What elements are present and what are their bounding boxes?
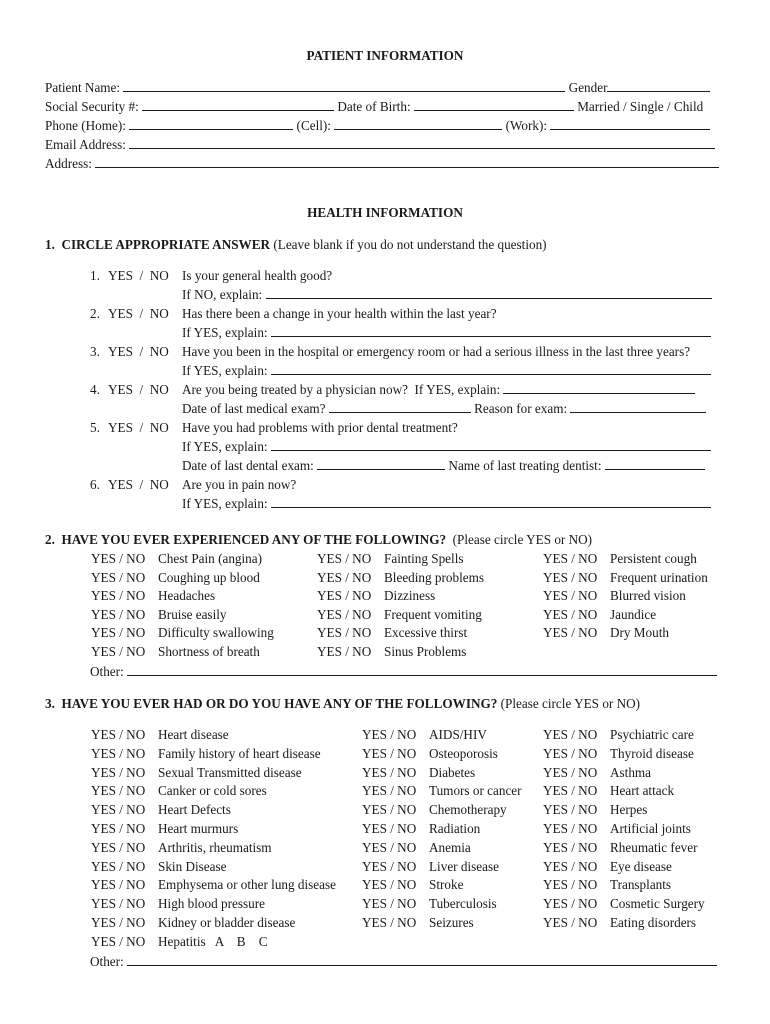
q5-explain-label: If YES, explain: xyxy=(182,439,268,454)
section3-item-yes-no[interactable]: YES / NO xyxy=(91,858,146,874)
section3-item-yes-no[interactable]: YES / NO xyxy=(543,783,598,799)
section3-item-condition-label: Cosmetic Surgery xyxy=(610,896,705,912)
section2-title: 2. HAVE YOU EVER EXPERIENCED ANY OF THE FOLLOWING? xyxy=(45,532,447,547)
q4-yes-no[interactable]: YES / NO xyxy=(108,382,169,397)
ssn-row xyxy=(45,99,703,115)
section2-item-yes-no[interactable]: YES / NO xyxy=(91,644,146,659)
section3-item-yes-no[interactable]: YES / NO xyxy=(362,764,417,780)
q1-explain-row xyxy=(182,287,712,303)
q4-exam-row xyxy=(182,401,706,417)
section2-item-condition-label: Chest Pain (angina) xyxy=(158,551,263,566)
q5-explain-field[interactable] xyxy=(271,439,711,451)
q1-explain-label: If NO, explain: xyxy=(182,287,263,302)
cell-field[interactable] xyxy=(334,118,502,130)
section3-item-condition-label: Arthritis, rheumatism xyxy=(158,839,272,855)
ssn-label: Social Security #: xyxy=(45,99,139,114)
section3-item-yes-no[interactable]: YES / NO xyxy=(362,915,417,930)
section2-item-yes-no[interactable]: YES / NO xyxy=(543,551,598,566)
section2-item-yes-no[interactable]: YES / NO xyxy=(317,625,372,641)
section3-item-condition-label: Psychiatric care xyxy=(610,727,694,742)
section2-item-yes-no[interactable]: YES / NO xyxy=(543,625,598,641)
section3-item-yes-no[interactable]: YES / NO xyxy=(543,896,598,912)
q2-explain-field[interactable] xyxy=(271,325,711,337)
work-label: (Work): xyxy=(505,118,547,133)
q5-dentist-label: Name of last treating dentist: xyxy=(448,458,602,473)
section1-heading xyxy=(45,237,547,253)
section2-item-condition-label: Dry Mouth xyxy=(610,625,669,641)
section3-item-condition-label: Chemotherapy xyxy=(429,802,507,818)
section3-item-yes-no[interactable]: YES / NO xyxy=(91,839,146,855)
section3-item-condition-label: Heart disease xyxy=(158,727,229,742)
q4-number: 4. xyxy=(90,382,100,397)
section2-item-condition-label: Frequent vomiting xyxy=(384,606,482,622)
q5-number: 5. xyxy=(90,420,100,435)
section3-item-condition-label: AIDS/HIV xyxy=(429,727,487,742)
section2-item-yes-no[interactable]: YES / NO xyxy=(91,625,146,641)
section3-heading xyxy=(45,696,640,712)
q2-yes-no[interactable]: YES / NO xyxy=(108,306,169,321)
section3-item-condition-label: Heart Defects xyxy=(158,802,231,818)
email-field[interactable] xyxy=(129,137,715,149)
section2-item-condition-label: Dizziness xyxy=(384,588,436,604)
dob-field[interactable] xyxy=(414,99,574,111)
q1-yes-no[interactable]: YES / NO xyxy=(108,268,169,283)
section3-note: (Please circle YES or NO) xyxy=(497,696,641,711)
cell-label: (Cell): xyxy=(296,118,331,133)
q3-explain-label: If YES, explain: xyxy=(182,363,268,378)
section3-item-condition-label: Stroke xyxy=(429,877,464,893)
section3-item-condition-label: Tuberculosis xyxy=(429,896,497,912)
patient-info-title: PATIENT INFORMATION xyxy=(306,48,464,63)
section3-item-condition-label: Eating disorders xyxy=(610,915,697,930)
phone-home-field[interactable] xyxy=(129,118,293,130)
section2-item-yes-no[interactable]: YES / NO xyxy=(91,606,146,622)
section3-item-condition-label: Hepatitis A B C xyxy=(158,933,268,949)
phone-row xyxy=(45,118,710,134)
section3-item-condition-label: Diabetes xyxy=(429,764,476,780)
section2-item-yes-no[interactable]: YES / NO xyxy=(317,551,372,566)
q4-last-exam-field[interactable] xyxy=(329,401,471,413)
section3-item-condition-label: Herpes xyxy=(610,802,648,818)
q6-explain-label: If YES, explain: xyxy=(182,496,268,511)
section2-item-yes-no[interactable]: YES / NO xyxy=(91,551,146,566)
address-row xyxy=(45,156,719,172)
section2-item-condition-label: Jaundice xyxy=(610,606,657,622)
q4-explain-field[interactable] xyxy=(503,382,695,394)
section3-item-condition-label: High blood pressure xyxy=(158,896,265,912)
section3-item-yes-no[interactable]: YES / NO xyxy=(91,821,146,836)
section3-other-label: Other: xyxy=(90,954,124,969)
q1-explain-field[interactable] xyxy=(266,287,712,299)
marital-status-label[interactable]: Married / Single / Child xyxy=(577,99,704,114)
section2-note: (Please circle YES or NO) xyxy=(446,532,593,547)
section3-item-condition-label: Heart attack xyxy=(610,783,675,799)
q2-explain-row xyxy=(182,325,711,341)
section3-item-condition-label: Seizures xyxy=(429,915,474,930)
work-field[interactable] xyxy=(550,118,710,130)
q3-yes-no[interactable]: YES / NO xyxy=(108,344,169,359)
section3-item-condition-label: Tumors or cancer xyxy=(429,783,522,799)
section3-item-condition-label: Radiation xyxy=(429,821,481,836)
section2-item-condition-label: Coughing up blood xyxy=(158,569,260,585)
email-label: Email Address: xyxy=(45,137,126,152)
patient-name-field[interactable] xyxy=(123,80,565,92)
address-label: Address: xyxy=(45,156,92,171)
section2-item-yes-no[interactable]: YES / NO xyxy=(317,606,372,622)
email-row xyxy=(45,137,715,153)
dob-label: Date of Birth: xyxy=(337,99,411,114)
section2-other-row xyxy=(90,664,717,680)
section3-item-yes-no[interactable]: YES / NO xyxy=(362,839,417,855)
section2-item-yes-no[interactable]: YES / NO xyxy=(543,588,598,604)
section2-item-condition-label: Bleeding problems xyxy=(384,569,484,585)
section3-item-condition-label: Rheumatic fever xyxy=(610,839,698,855)
q5-question: Have you had problems with prior dental treatment? xyxy=(182,420,458,435)
q5-last-dental-field[interactable] xyxy=(317,458,445,470)
section3-item-condition-label: Asthma xyxy=(610,764,652,780)
health-info-title: HEALTH INFORMATION xyxy=(307,205,463,220)
q3-question: Have you been in the hospital or emergency room or had a serious illness in the last three years? xyxy=(182,344,691,359)
section2-item-yes-no[interactable]: YES / NO xyxy=(543,606,598,622)
q3-explain-field[interactable] xyxy=(271,363,711,375)
section3-item-yes-no[interactable]: YES / NO xyxy=(362,896,417,912)
section3-other-field[interactable] xyxy=(127,954,717,966)
gender-label: Gender xyxy=(568,80,608,95)
section3-title: 3. HAVE YOU EVER HAD OR DO YOU HAVE ANY OF THE FOLLOWING? xyxy=(45,696,498,711)
section3-item-yes-no[interactable]: YES / NO xyxy=(91,877,146,893)
q2-number: 2. xyxy=(90,306,100,321)
section2-item-condition-label: Bruise easily xyxy=(158,606,227,622)
section3-item-yes-no[interactable]: YES / NO xyxy=(543,877,598,893)
section3-item-yes-no[interactable]: YES / NO xyxy=(543,839,598,855)
section3-item-yes-no[interactable]: YES / NO xyxy=(91,896,146,912)
section3-item-yes-no[interactable]: YES / NO xyxy=(91,915,146,930)
section2-item-condition-label: Blurred vision xyxy=(610,588,686,604)
section3-item-yes-no[interactable]: YES / NO xyxy=(91,933,146,949)
section2-item-condition-label: Difficulty swallowing xyxy=(158,625,274,641)
section3-item-yes-no[interactable]: YES / NO xyxy=(91,764,146,780)
patient-name-row xyxy=(45,80,710,96)
section3-item-condition-label: Liver disease xyxy=(429,858,499,874)
section3-item-yes-no[interactable]: YES / NO xyxy=(543,858,598,874)
phone-home-label: Phone (Home): xyxy=(45,118,126,133)
section3-other-row xyxy=(90,954,717,970)
section2-item-condition-label: Sinus Problems xyxy=(384,644,467,659)
section3-item-condition-label: Osteoporosis xyxy=(429,745,498,761)
q3-explain-row xyxy=(182,363,711,379)
q6-question: Are you in pain now? xyxy=(182,477,297,492)
address-field[interactable] xyxy=(95,156,719,168)
section2-item-yes-no[interactable]: YES / NO xyxy=(91,569,146,585)
q4-question-row xyxy=(182,382,695,398)
section3-item-condition-label: Heart murmurs xyxy=(158,821,239,836)
q6-number: 6. xyxy=(90,477,100,492)
section3-item-yes-no[interactable]: YES / NO xyxy=(91,802,146,818)
q6-explain-row xyxy=(182,496,711,512)
section3-item-condition-label: Sexual Transmitted disease xyxy=(158,764,302,780)
q4-reason-field[interactable] xyxy=(570,401,706,413)
q5-explain-row xyxy=(182,439,711,455)
section3-item-condition-label: Thyroid disease xyxy=(610,745,694,761)
section3-item-condition-label: Emphysema or other lung disease xyxy=(158,877,336,893)
section3-item-condition-label: Artificial joints xyxy=(610,821,691,836)
section3-item-yes-no[interactable]: YES / NO xyxy=(91,727,146,742)
q5-last-dental-label: Date of last dental exam: xyxy=(182,458,314,473)
section1-note: (Leave blank if you do not understand the question) xyxy=(270,237,547,252)
q1-question: Is your general health good? xyxy=(182,268,333,283)
q3-number: 3. xyxy=(90,344,100,359)
section3-item-condition-label: Canker or cold sores xyxy=(158,783,267,799)
section3-item-yes-no[interactable]: YES / NO xyxy=(362,802,417,818)
section3-item-condition-label: Family history of heart disease xyxy=(158,745,321,761)
section1-title: 1. CIRCLE APPROPRIATE ANSWER xyxy=(45,237,271,252)
q4-last-exam-label: Date of last medical exam? xyxy=(182,401,326,416)
section2-item-condition-label: Persistent cough xyxy=(610,551,697,566)
section3-item-yes-no[interactable]: YES / NO xyxy=(91,745,146,761)
section2-item-condition-label: Fainting Spells xyxy=(384,551,464,566)
section2-item-condition-label: Frequent urination xyxy=(610,569,708,585)
section2-item-condition-label: Headaches xyxy=(158,588,216,604)
section3-item-yes-no[interactable]: YES / NO xyxy=(362,858,417,874)
section3-item-yes-no[interactable]: YES / NO xyxy=(543,727,598,742)
section2-other-field[interactable] xyxy=(127,664,717,676)
section3-item-yes-no[interactable]: YES / NO xyxy=(362,727,417,742)
section3-item-yes-no[interactable]: YES / NO xyxy=(362,783,417,799)
section2-item-yes-no[interactable]: YES / NO xyxy=(543,569,598,585)
section2-other-label: Other: xyxy=(90,664,124,679)
section2-item-condition-label: Shortness of breath xyxy=(158,644,260,659)
q1-number: 1. xyxy=(90,268,100,283)
section3-item-yes-no[interactable]: YES / NO xyxy=(91,783,146,799)
section3-item-yes-no[interactable]: YES / NO xyxy=(543,745,598,761)
section3-item-condition-label: Transplants xyxy=(610,877,672,893)
section3-item-condition-label: Kidney or bladder disease xyxy=(158,915,296,930)
section2-item-condition-label: Excessive thirst xyxy=(384,625,468,641)
section3-item-yes-no[interactable]: YES / NO xyxy=(362,877,417,893)
section3-item-yes-no[interactable]: YES / NO xyxy=(543,915,598,930)
section3-item-yes-no[interactable]: YES / NO xyxy=(543,764,598,780)
q4-reason-label: Reason for exam: xyxy=(474,401,568,416)
section2-item-yes-no[interactable]: YES / NO xyxy=(317,588,372,604)
section3-item-condition-label: Anemia xyxy=(429,839,471,855)
section3-item-yes-no[interactable]: YES / NO xyxy=(543,802,598,818)
q2-question: Has there been a change in your health within the last year? xyxy=(182,306,497,321)
q5-dentist-field[interactable] xyxy=(605,458,705,470)
section2-item-yes-no[interactable]: YES / NO xyxy=(317,644,372,659)
ssn-field[interactable] xyxy=(142,99,334,111)
patient-name-label: Patient Name: xyxy=(45,80,121,95)
section3-item-yes-no[interactable]: YES / NO xyxy=(362,745,417,761)
section2-item-yes-no[interactable]: YES / NO xyxy=(317,569,372,585)
section3-item-condition-label: Eye disease xyxy=(610,858,672,874)
section3-item-yes-no[interactable]: YES / NO xyxy=(362,821,417,836)
q5-dental-row xyxy=(182,458,705,474)
gender-field[interactable] xyxy=(607,80,710,92)
q5-yes-no[interactable]: YES / NO xyxy=(108,420,169,435)
q6-explain-field[interactable] xyxy=(271,496,711,508)
q6-yes-no[interactable]: YES / NO xyxy=(108,477,169,492)
section3-item-yes-no[interactable]: YES / NO xyxy=(543,821,598,836)
section2-item-yes-no[interactable]: YES / NO xyxy=(91,588,146,604)
section2-heading xyxy=(45,532,592,548)
q2-explain-label: If YES, explain: xyxy=(182,325,268,340)
section3-item-condition-label: Skin Disease xyxy=(158,858,227,874)
q4-question: Are you being treated by a physician now? If YES, explain: xyxy=(182,382,501,397)
